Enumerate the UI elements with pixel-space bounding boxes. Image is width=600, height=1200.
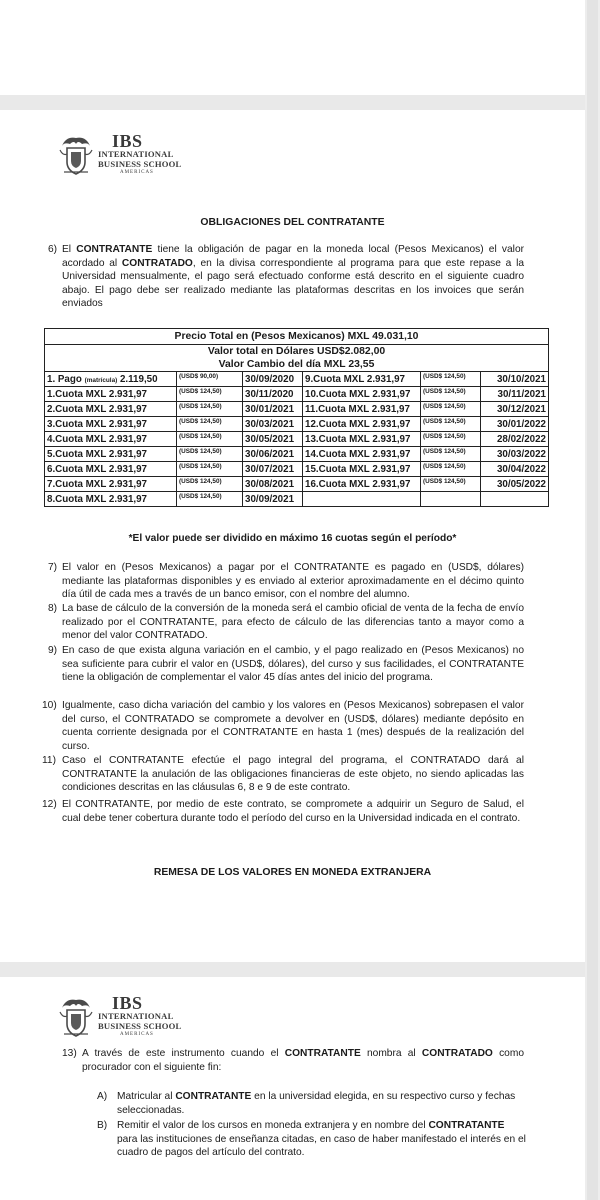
table-row (45, 432, 549, 447)
payment-date: 30/05/2022 (481, 477, 549, 492)
usd-amount: (USD$ 124,50) (177, 477, 243, 492)
payment-label: 13.Cuota MXL 2.931,97 (303, 432, 421, 447)
empty-cell (421, 492, 481, 507)
payment-label: 16.Cuota MXL 2.931,97 (303, 477, 421, 492)
document-page-2 (0, 110, 585, 962)
payment-date: 30/09/2021 (243, 492, 303, 507)
payment-date: 30/06/2021 (243, 447, 303, 462)
clause-bold: CONTRATADO (121, 257, 193, 269)
clause-text: El CONTRATANTE, por medio de este contrato, se compromete a adquirir un Seguro de Salud, el cual debe tener cobertura durante todo el período del curso en la Universidad indicada en el contrato. (62, 799, 524, 824)
payment-label: 2.Cuota MXL 2.931,97 (45, 402, 177, 417)
clause-number: 12) (42, 799, 57, 810)
payment-label: 5.Cuota MXL 2.931,97 (45, 447, 177, 462)
payment-date: 30/05/2021 (243, 432, 303, 447)
table-row (45, 447, 549, 462)
table-row (45, 417, 549, 432)
usd-amount: (USD$ 124,50) (177, 447, 243, 462)
clause-text: El (62, 244, 77, 255)
payment-label: 4.Cuota MXL 2.931,97 (45, 432, 177, 447)
clause-text: A través de este instrumento cuando el (82, 1048, 285, 1059)
usd-amount: (USD$ 124,50) (177, 417, 243, 432)
payment-label: 15.Cuota MXL 2.931,97 (303, 462, 421, 477)
table-header-exchange: Valor Cambio del día MXL 23,55 (45, 358, 549, 372)
table-row (45, 492, 549, 507)
clause-text: La base de cálculo de la conversión de la moneda será el cambio oficial de venta de la fecha de envío realizado por el CONTRATANTE, para efecto de cálculo de las diferencias tanto a mayor como a menor del valor CONTRATADO. (62, 603, 524, 642)
item-text: en la universidad elegida, en su respectivo curso y fechas seleccionadas. (117, 1091, 516, 1116)
payment-date: 30/11/2020 (243, 387, 303, 402)
usd-amount: (USD$ 124,50) (421, 417, 481, 432)
clause-text: tiene la obligación de pagar en la moneda local (Pesos Mexicanos) el valor acordado al (62, 244, 524, 269)
logo-line-2: BUSINESS SCHOOL (98, 1020, 182, 1031)
clause-text: , en la divisa correspondiente al programa para que este repase a la Universidad mensualmente, el pago será efectuado conforme está descrito en el siguiente cuadro abajo. El pago debe ser realizado mediante las plataformas descritas en los invoices que serán enviados (62, 257, 524, 310)
payment-date: 30/11/2021 (481, 387, 549, 402)
ibs-logo (58, 132, 181, 178)
usd-amount: (USD$ 124,50) (421, 402, 481, 417)
usd-amount: (USD$ 124,50) (421, 462, 481, 477)
item-b (97, 1119, 527, 1160)
section-title-remesa: REMESA DE LOS VALORES EN MONEDA EXTRANJERA (153, 867, 432, 878)
payment-date: 28/02/2022 (481, 432, 549, 447)
clause-text: En caso de que exista alguna variación en el cambio, y el pago realizado en (Pesos Mexicanos) no sea suficiente para cubrir el valor en (USD$, dólares), del curso y sus facilidades, el CONTRATANTE tiene la obligación de complementar el valor 45 días antes del inicio del programa. (62, 645, 524, 684)
item-bold: CONTRATANTE (175, 1091, 252, 1102)
vertical-scrollbar[interactable] (585, 0, 600, 1200)
payment-label: 9.Cuota MXL 2.931,97 (303, 372, 421, 387)
payment-date: 30/09/2020 (243, 372, 303, 387)
scrollbar-thumb[interactable] (587, 0, 598, 1200)
item-text: Matricular al (117, 1091, 176, 1102)
clause-text: Caso el CONTRATANTE efectúe el pago integral del programa, el CONTRATADO dará al CONTRATANTE la anulación de las obligaciones financieras de este objeto, no siendo aplicadas las condiciones descritas en las cláusulas 6, 8 e 9 de este contrato. (62, 755, 524, 794)
item-text: para las instituciones de enseñanza citadas, en caso de haber manifestado el interés en el cuadro de pagos del artículo del contrato. (117, 1133, 526, 1159)
empty-cell (303, 492, 421, 507)
payment-label: 6.Cuota MXL 2.931,97 (45, 462, 177, 477)
clause-7 (48, 561, 524, 602)
payment-date: 30/03/2022 (481, 447, 549, 462)
clause-12 (42, 798, 524, 825)
usd-amount: (USD$ 124,50) (177, 432, 243, 447)
clause-bold: CONTRATANTE (284, 1048, 361, 1059)
logo-line-2: BUSINESS SCHOOL (98, 158, 182, 169)
usd-amount: (USD$ 124,50) (177, 462, 243, 477)
item-a (97, 1090, 527, 1117)
usd-amount: (USD$ 124,50) (177, 387, 243, 402)
table-row (45, 402, 549, 417)
clause-text: como procurador con el siguiente fin: (82, 1048, 524, 1073)
crest-icon (58, 994, 94, 1040)
item-text: Remitir el valor de los cursos en moneda extranjera y en nombre del (117, 1120, 429, 1131)
usd-amount: (USD$ 124,50) (421, 387, 481, 402)
empty-cell (481, 492, 549, 507)
logo-name: IBS (112, 131, 143, 151)
page-1-bottom (0, 0, 585, 95)
clause-bold: CONTRATADO (421, 1048, 493, 1059)
clause-number: 9) (48, 645, 58, 656)
section-title-obligaciones: OBLIGACIONES DEL CONTRATANTE (200, 217, 385, 228)
usd-amount: (USD$ 124,50) (421, 447, 481, 462)
table-header-total-mxl: Precio Total en (Pesos Mexicanos) MXL 49.031,10 (45, 329, 549, 345)
clause-6 (48, 243, 524, 311)
clause-number: 11) (42, 755, 56, 766)
clause-number: 6) (48, 244, 58, 255)
table-note: *El valor puede ser dividido en máximo 16 cuotas según el período* (128, 533, 457, 544)
payment-date: 30/01/2021 (243, 402, 303, 417)
table-row (45, 387, 549, 402)
item-letter: A) (97, 1091, 108, 1102)
item-letter: B) (97, 1120, 108, 1131)
payment-label: 12.Cuota MXL 2.931,97 (303, 417, 421, 432)
payment-date: 30/10/2021 (481, 372, 549, 387)
payment-label: 11.Cuota MXL 2.931,97 (303, 402, 421, 417)
payment-label: 10.Cuota MXL 2.931,97 (303, 387, 421, 402)
clause-number: 13) (62, 1048, 77, 1059)
clause-number: 7) (48, 562, 58, 573)
logo-line-1: INTERNATIONAL (98, 1011, 174, 1021)
payment-date: 30/07/2021 (243, 462, 303, 477)
payment-table (44, 328, 549, 507)
logo-line-3: AMERICAS (120, 170, 154, 175)
payment-date: 30/08/2021 (243, 477, 303, 492)
clause-13 (62, 1047, 524, 1074)
item-bold: CONTRATANTE (428, 1120, 505, 1131)
clause-9 (48, 644, 524, 685)
usd-amount: (USD$ 124,50) (421, 372, 481, 387)
payment-label: 1. Pago (matrícula) 2.119,50 (45, 372, 177, 387)
clause-text: Igualmente, caso dicha variación del cambio y los valores en (Pesos Mexicanos) sobrepasen el valor del curso, el CONTRATADO se compromete a devolver en (USD$, dólares) mediante depósito en cuenta corriente designada por el CONTRATANTE en hasta 1 (mes) después de la realización del curso. (62, 700, 524, 752)
document-page-3 (0, 977, 585, 1200)
payment-date: 30/03/2021 (243, 417, 303, 432)
clause-text: nombra al (360, 1048, 422, 1059)
usd-amount: (USD$ 124,50) (177, 492, 243, 507)
usd-amount: (USD$ 124,50) (421, 477, 481, 492)
table-header-total-usd: Valor total en Dólares USD$2.082,00 (45, 345, 549, 359)
payment-label: 8.Cuota MXL 2.931,97 (45, 492, 177, 507)
payment-date: 30/01/2022 (481, 417, 549, 432)
clause-number: 8) (48, 603, 58, 614)
usd-amount: (USD$ 90,00) (177, 372, 243, 387)
logo-line-3: AMERICAS (120, 1032, 154, 1037)
payment-label: 14.Cuota MXL 2.931,97 (303, 447, 421, 462)
usd-amount: (USD$ 124,50) (177, 402, 243, 417)
payment-label: 7.Cuota MXL 2.931,97 (45, 477, 177, 492)
payment-date: 30/04/2022 (481, 462, 549, 477)
clause-bold: CONTRATANTE (76, 244, 153, 255)
logo-name: IBS (112, 993, 143, 1013)
clause-number: 10) (42, 700, 57, 711)
table-row (45, 372, 549, 387)
clause-text: El valor en (Pesos Mexicanos) a pagar por el CONTRATANTE es pagado en (USD$, dólares) mediante las plataformas disponibles y es enviado al exterior aproximadamente en el décimo quinto día útil de cada mes a través de un banco emisor, con el nombre del alumno. (62, 562, 524, 601)
table-row (45, 462, 549, 477)
table-row (45, 477, 549, 492)
ibs-logo (58, 994, 181, 1040)
payment-date: 30/12/2021 (481, 402, 549, 417)
logo-line-1: INTERNATIONAL (98, 149, 174, 159)
clause-11 (42, 754, 524, 795)
payment-label: 3.Cuota MXL 2.931,97 (45, 417, 177, 432)
clause-8 (48, 602, 524, 643)
crest-icon (58, 132, 94, 178)
usd-amount: (USD$ 124,50) (421, 432, 481, 447)
payment-label: 1.Cuota MXL 2.931,97 (45, 387, 177, 402)
clause-10 (42, 699, 524, 753)
